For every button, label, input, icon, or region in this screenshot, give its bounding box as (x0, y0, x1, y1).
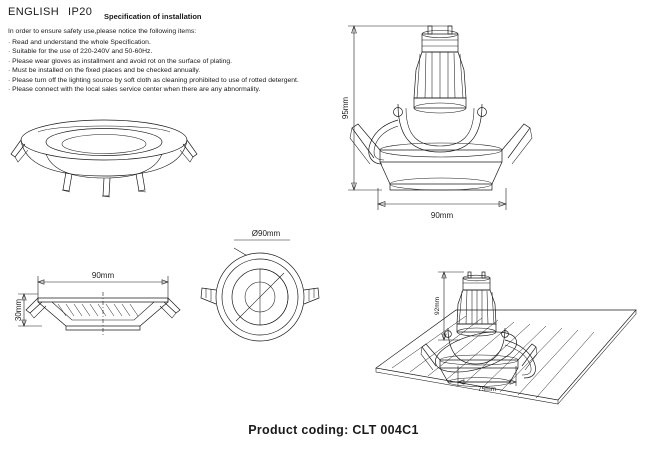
section-width-label: 90mm (91, 271, 115, 280)
trim-ring-perspective-view (8, 110, 218, 210)
language-label: ENGLISH (8, 6, 60, 18)
specification-item: · Suitable for the use of 220-240V and 50-60Hz. (8, 48, 153, 56)
specification-item: · Read and understand the whole Specification. (8, 39, 151, 46)
specification-intro: In order to ensure safety use,please notice the following items: (8, 28, 197, 35)
side-elevation-view (336, 12, 646, 222)
elevation-width-label: 90mm (430, 211, 454, 220)
specification-title: Specification of installation (104, 12, 202, 21)
specification-item: · Must be installed on the fixed places and be checked annually. (8, 67, 201, 75)
ip-rating-label: IP20 (68, 6, 93, 18)
bottom-plan-view (190, 222, 330, 352)
section-height-label: 30mm (14, 298, 23, 322)
specification-item: · Please wear gloves as installment and avoid rot on the surface of plating. (8, 57, 233, 65)
product-coding: Product coding: CLT 004C1 (248, 423, 419, 437)
bottom-diameter-label: Ø90mm (251, 229, 281, 238)
specification-item: · Please turn off the lighting source by soft cloth as cleaning prohibited to use of rotted detergent. (8, 76, 299, 84)
installation-height-label: 92mm (434, 296, 441, 316)
installation-cutout-label: 75mm (477, 386, 497, 393)
specification-list (8, 38, 299, 94)
elevation-height-label: 95mm (341, 96, 350, 120)
specification-item: · Please connect with the local sales service center when there are any abnormality. (8, 86, 261, 94)
installation-view (348, 248, 648, 418)
section-view (8, 262, 188, 352)
